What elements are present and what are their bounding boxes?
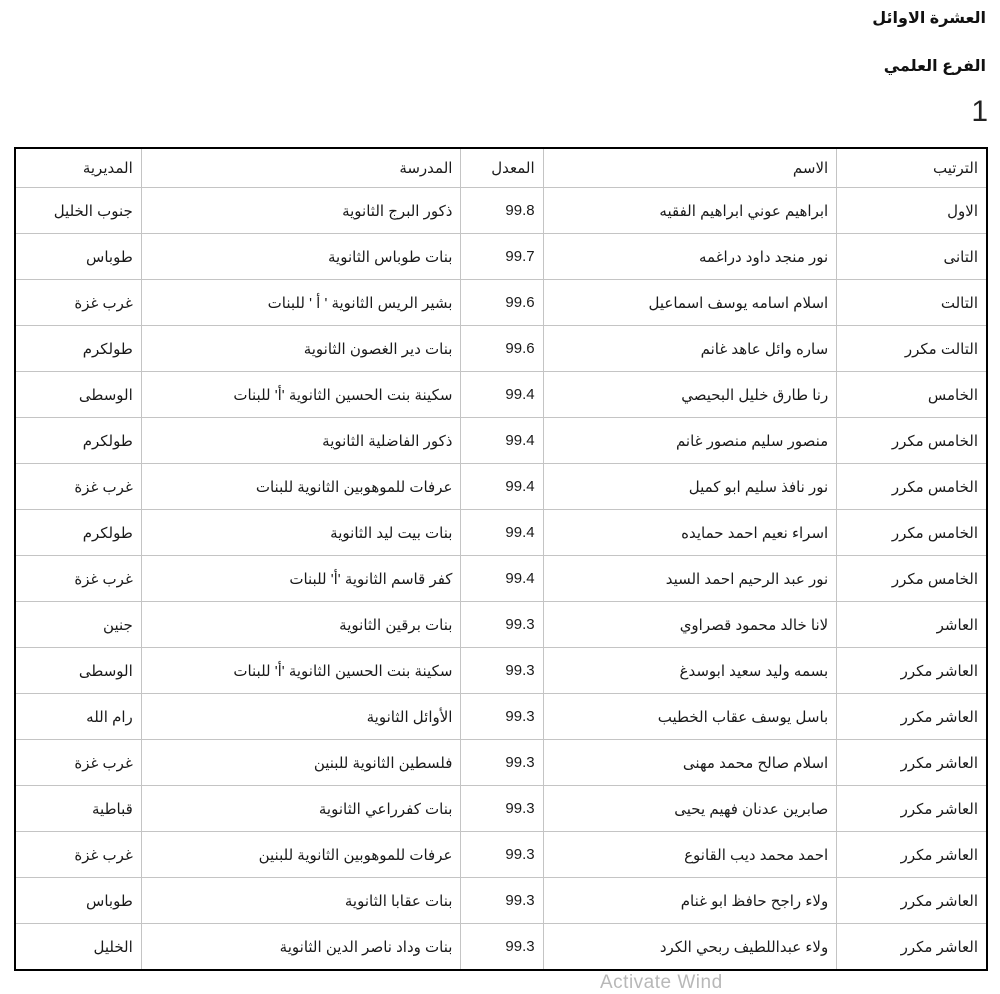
- cell-name: اسلام صالح محمد مهنى: [543, 740, 837, 786]
- cell-directorate: غرب غزة: [15, 556, 141, 602]
- cell-rank: الخامس مكرر: [837, 418, 987, 464]
- cell-name: نور منجد داود دراغمه: [543, 234, 837, 280]
- cell-name: ابراهيم عوني ابراهيم الفقيه: [543, 188, 837, 234]
- cell-directorate: الوسطى: [15, 648, 141, 694]
- cell-average: 99.3: [461, 694, 543, 740]
- cell-average: 99.3: [461, 740, 543, 786]
- header-name: الاسم: [543, 148, 837, 188]
- cell-rank: العاشر مكرر: [837, 924, 987, 971]
- cell-directorate: الوسطى: [15, 372, 141, 418]
- cell-name: ولاء عبداللطيف ربحي الكرد: [543, 924, 837, 971]
- cell-name: ساره وائل عاهد غانم: [543, 326, 837, 372]
- cell-rank: الاول: [837, 188, 987, 234]
- cell-school: بنات عقابا الثانوية: [141, 878, 461, 924]
- cell-rank: التالت: [837, 280, 987, 326]
- cell-name: رنا طارق خليل البحيصي: [543, 372, 837, 418]
- cell-school: عرفات للموهوبين الثانوية للبنات: [141, 464, 461, 510]
- cell-average: 99.3: [461, 602, 543, 648]
- results-table-body: [15, 188, 987, 971]
- cell-directorate: طوباس: [15, 878, 141, 924]
- cell-directorate: غرب غزة: [15, 740, 141, 786]
- cell-school: ذكور الفاضلية الثانوية: [141, 418, 461, 464]
- cell-school: سكينة بنت الحسين الثانوية 'أ' للبنات: [141, 648, 461, 694]
- cell-rank: الخامس مكرر: [837, 510, 987, 556]
- cell-name: باسل يوسف عقاب الخطيب: [543, 694, 837, 740]
- cell-average: 99.4: [461, 510, 543, 556]
- cell-rank: العاشر مكرر: [837, 786, 987, 832]
- cell-rank: الخامس مكرر: [837, 464, 987, 510]
- table-row: [15, 464, 987, 510]
- table-header: [15, 148, 987, 188]
- results-table: [14, 147, 988, 971]
- cell-average: 99.7: [461, 234, 543, 280]
- table-row: [15, 372, 987, 418]
- cell-rank: التالت مكرر: [837, 326, 987, 372]
- cell-name: اسلام اسامه يوسف اسماعيل: [543, 280, 837, 326]
- cell-school: الأوائل الثانوية: [141, 694, 461, 740]
- cell-average: 99.3: [461, 832, 543, 878]
- header-average: المعدل: [461, 148, 543, 188]
- cell-average: 99.4: [461, 418, 543, 464]
- cell-school: بنات طوباس الثانوية: [141, 234, 461, 280]
- cell-directorate: جنين: [15, 602, 141, 648]
- table-row: [15, 556, 987, 602]
- cell-average: 99.3: [461, 878, 543, 924]
- cell-name: منصور سليم منصور غانم: [543, 418, 837, 464]
- cell-directorate: طولكرم: [15, 510, 141, 556]
- cell-rank: التانى: [837, 234, 987, 280]
- cell-directorate: غرب غزة: [15, 464, 141, 510]
- table-row: [15, 832, 987, 878]
- cell-school: بنات بيت ليد الثانوية: [141, 510, 461, 556]
- table-row: [15, 418, 987, 464]
- cell-rank: الخامس مكرر: [837, 556, 987, 602]
- cell-rank: العاشر: [837, 602, 987, 648]
- cell-average: 99.6: [461, 326, 543, 372]
- cell-school: بنات دير الغصون الثانوية: [141, 326, 461, 372]
- cell-directorate: غرب غزة: [15, 280, 141, 326]
- header-directorate: المديرية: [15, 148, 141, 188]
- cell-average: 99.3: [461, 924, 543, 971]
- cell-school: عرفات للموهوبين الثانوية للبنين: [141, 832, 461, 878]
- table-row: [15, 786, 987, 832]
- cell-directorate: طولكرم: [15, 418, 141, 464]
- table-row: [15, 188, 987, 234]
- cell-directorate: طولكرم: [15, 326, 141, 372]
- cell-average: 99.4: [461, 556, 543, 602]
- cell-rank: العاشر مكرر: [837, 832, 987, 878]
- cell-rank: الخامس: [837, 372, 987, 418]
- cell-rank: العاشر مكرر: [837, 694, 987, 740]
- cell-average: 99.6: [461, 280, 543, 326]
- cell-average: 99.4: [461, 372, 543, 418]
- cell-name: احمد محمد ديب القانوع: [543, 832, 837, 878]
- activate-windows-watermark: Activate Wind: [600, 972, 723, 993]
- page-title: العشرة الاوائل: [872, 10, 986, 27]
- paragraph-marker: 1: [971, 95, 988, 128]
- cell-rank: العاشر مكرر: [837, 878, 987, 924]
- cell-school: فلسطين الثانوية للبنين: [141, 740, 461, 786]
- cell-school: بنات برقين الثانوية: [141, 602, 461, 648]
- header-school: المدرسة: [141, 148, 461, 188]
- cell-name: صابرين عدنان فهيم يحيى: [543, 786, 837, 832]
- table-row: [15, 740, 987, 786]
- table-row: [15, 280, 987, 326]
- cell-directorate: جنوب الخليل: [15, 188, 141, 234]
- table-header-row: [15, 148, 987, 188]
- table-row: [15, 234, 987, 280]
- table-row: [15, 878, 987, 924]
- cell-school: كفر قاسم الثانوية 'أ' للبنات: [141, 556, 461, 602]
- cell-directorate: رام الله: [15, 694, 141, 740]
- cell-name: بسمه وليد سعيد ابوسدغ: [543, 648, 837, 694]
- cell-directorate: غرب غزة: [15, 832, 141, 878]
- cell-directorate: طوباس: [15, 234, 141, 280]
- table-row: [15, 326, 987, 372]
- cell-directorate: قباطية: [15, 786, 141, 832]
- page-subtitle-branch: الفرع العلمي: [883, 58, 986, 75]
- cell-average: 99.4: [461, 464, 543, 510]
- cell-name: اسراء نعيم احمد حمايده: [543, 510, 837, 556]
- cell-school: بنات وداد ناصر الدين الثانوية: [141, 924, 461, 971]
- table-row: [15, 924, 987, 971]
- cell-school: سكينة بنت الحسين الثانوية 'أ' للبنات: [141, 372, 461, 418]
- cell-school: بنات كفرراعي الثانوية: [141, 786, 461, 832]
- cell-name: لانا خالد محمود قصراوي: [543, 602, 837, 648]
- table-row: [15, 510, 987, 556]
- cell-average: 99.8: [461, 188, 543, 234]
- cell-name: ولاء راجح حافظ ابو غنام: [543, 878, 837, 924]
- table-row: [15, 648, 987, 694]
- cell-name: نور عبد الرحيم احمد السيد: [543, 556, 837, 602]
- cell-rank: العاشر مكرر: [837, 648, 987, 694]
- cell-average: 99.3: [461, 648, 543, 694]
- header-rank: الترتيب: [837, 148, 987, 188]
- cell-school: بشير الريس الثانوية ' أ ' للبنات: [141, 280, 461, 326]
- cell-rank: العاشر مكرر: [837, 740, 987, 786]
- table-row: [15, 602, 987, 648]
- cell-average: 99.3: [461, 786, 543, 832]
- cell-school: ذكور البرج الثانوية: [141, 188, 461, 234]
- table-row: [15, 694, 987, 740]
- cell-directorate: الخليل: [15, 924, 141, 971]
- cell-name: نور نافذ سليم ابو كميل: [543, 464, 837, 510]
